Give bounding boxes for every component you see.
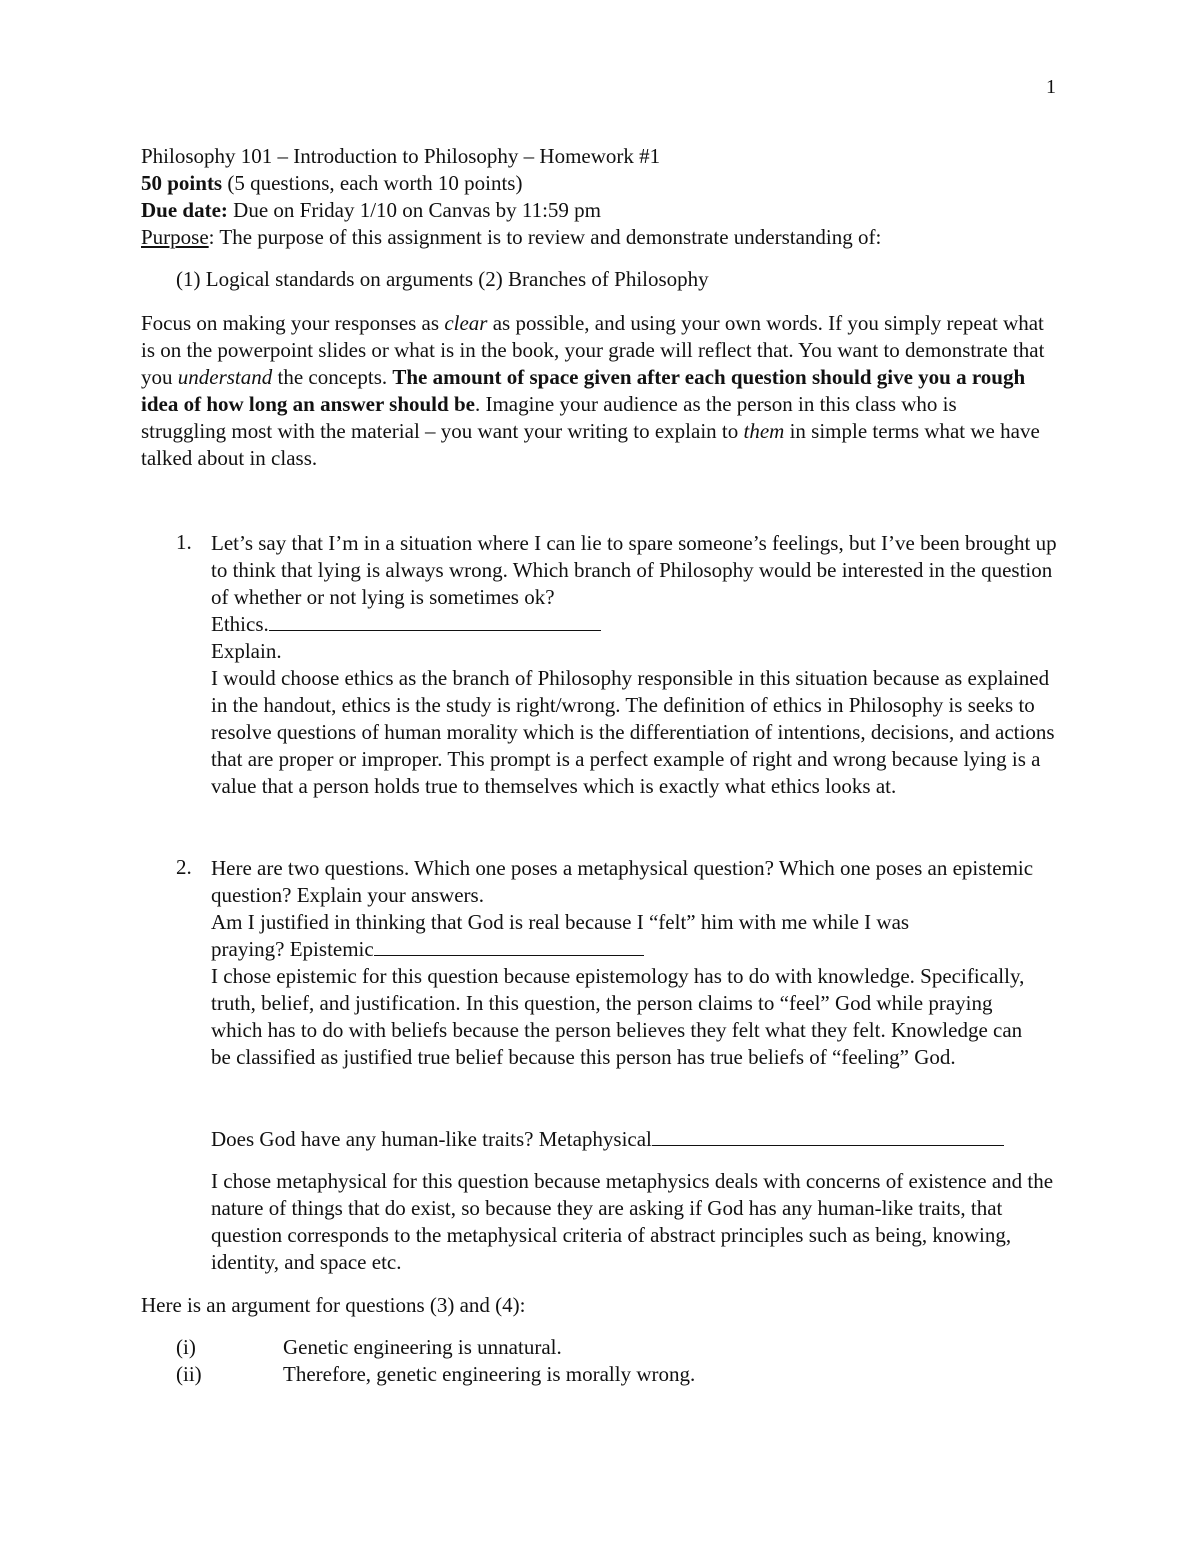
question-2b-text: Does God have any human-like traits? bbox=[211, 1127, 539, 1151]
instructions-text: as possible, and using your own words. If you simply repeat what is on the powerpoint slides or what is in the book, your grade will reflect that. You want to demonstrate that you bbox=[141, 311, 1045, 389]
assignment-title: Philosophy 101 – Introduction to Philosophy – Homework #1 bbox=[141, 144, 661, 168]
question-2b-answer: Metaphysical bbox=[538, 1127, 652, 1151]
instructions-emphasis: understand bbox=[177, 365, 273, 389]
question-2b-explanation: I chose metaphysical for this question because metaphysics deals with concerns of existence and the nature of things that do exist, so because they are asking if God has any human-like traits, that question corresponds to the metaphysical criteria of abstract principles such as being, knowing, identity, and space etc. bbox=[211, 1169, 1054, 1274]
points-detail: (5 questions, each worth 10 points) bbox=[222, 171, 523, 195]
instructions-emphasis: clear bbox=[444, 311, 488, 335]
question-1-answer: Ethics. bbox=[211, 612, 269, 636]
question-1-text: Let’s say that I’m in a situation where I can lie to spare someone’s feelings, but I’ve been brought up to think that lying is always wrong. Which branch of Philosophy would be interested in the question of whether or not lying is sometimes ok? bbox=[211, 531, 1057, 609]
question-2b-answer-line bbox=[211, 1126, 1004, 1153]
points-label: 50 points bbox=[141, 171, 223, 195]
due-date-label: Due date: bbox=[141, 198, 228, 222]
due-date-line bbox=[141, 197, 601, 224]
premise-label: (ii) bbox=[176, 1362, 202, 1386]
premise-label: (i) bbox=[176, 1335, 196, 1359]
page-number: 1 bbox=[1046, 76, 1056, 98]
purpose-detail: : The purpose of this assignment is to review and demonstrate understanding of: bbox=[208, 225, 882, 249]
argument-intro: Here is an argument for questions (3) and (4): bbox=[141, 1293, 526, 1317]
instructions-bold: The amount of space given after each question should give you a rough idea of how long an answer should be bbox=[141, 365, 1026, 416]
purpose-items: (1) Logical standards on arguments (2) Branches of Philosophy bbox=[176, 267, 709, 291]
question-2a-text-line2: praying? bbox=[211, 937, 290, 961]
question-2-text: Here are two questions. Which one poses a metaphysical question? Which one poses an epistemic question? Explain your answers. bbox=[211, 856, 1034, 907]
question-1-explain-label: Explain. bbox=[211, 639, 282, 663]
question-1-explanation: I would choose ethics as the branch of Philosophy responsible in this situation because as explained in the handout, ethics is the study is right/wrong. The definition of ethics in Philosophy is seeks to resolve questions of human morality which is the differentiation of intentions, decisions, and actions that are proper or improper. This prompt is a perfect example of right and wrong because lying is a value that a person holds true to themselves which is exactly what ethics looks at. bbox=[211, 666, 1055, 798]
purpose-line bbox=[141, 224, 881, 251]
points-line bbox=[141, 170, 522, 197]
conclusion-text: Therefore, genetic engineering is morally wrong. bbox=[283, 1362, 696, 1386]
question-2a-explanation: I chose epistemic for this question because epistemology has to do with knowledge. Specifically, truth, belief, and justification. In this question, the person claims to “feel” God while praying which has to do with beliefs because the person believes they felt what they felt. Knowledge can be classified as justified true belief because this person has true beliefs of “feeling” God. bbox=[211, 964, 1025, 1069]
question-1-answer-line bbox=[211, 611, 601, 638]
due-date-detail: Due on Friday 1/10 on Canvas by 11:59 pm bbox=[227, 198, 602, 222]
question-2a-answer: Epistemic bbox=[289, 937, 374, 961]
answer-blank bbox=[652, 1127, 1004, 1146]
instructions-text: Focus on making your responses as bbox=[141, 311, 445, 335]
instructions-text: . Imagine your audience as the person in this class who is struggling most with the material – you want your writing to explain to bbox=[141, 392, 957, 443]
instructions-text: in simple terms what we have talked about in class. bbox=[141, 419, 1040, 470]
question-2a-text-line1: Am I justified in thinking that God is real because I “felt” him with me while I was bbox=[211, 910, 910, 934]
instructions-paragraph bbox=[141, 310, 1046, 472]
instructions-text: the concepts. bbox=[272, 365, 393, 389]
answer-blank bbox=[269, 612, 601, 631]
instructions-emphasis: them bbox=[743, 419, 785, 443]
premise-text: Genetic engineering is unnatural. bbox=[283, 1335, 562, 1359]
question-2-number: 2. bbox=[176, 855, 192, 879]
question-2a-answer-line bbox=[211, 936, 644, 963]
purpose-label: Purpose bbox=[141, 225, 209, 249]
question-1-number: 1. bbox=[176, 530, 192, 554]
answer-blank bbox=[374, 937, 644, 956]
